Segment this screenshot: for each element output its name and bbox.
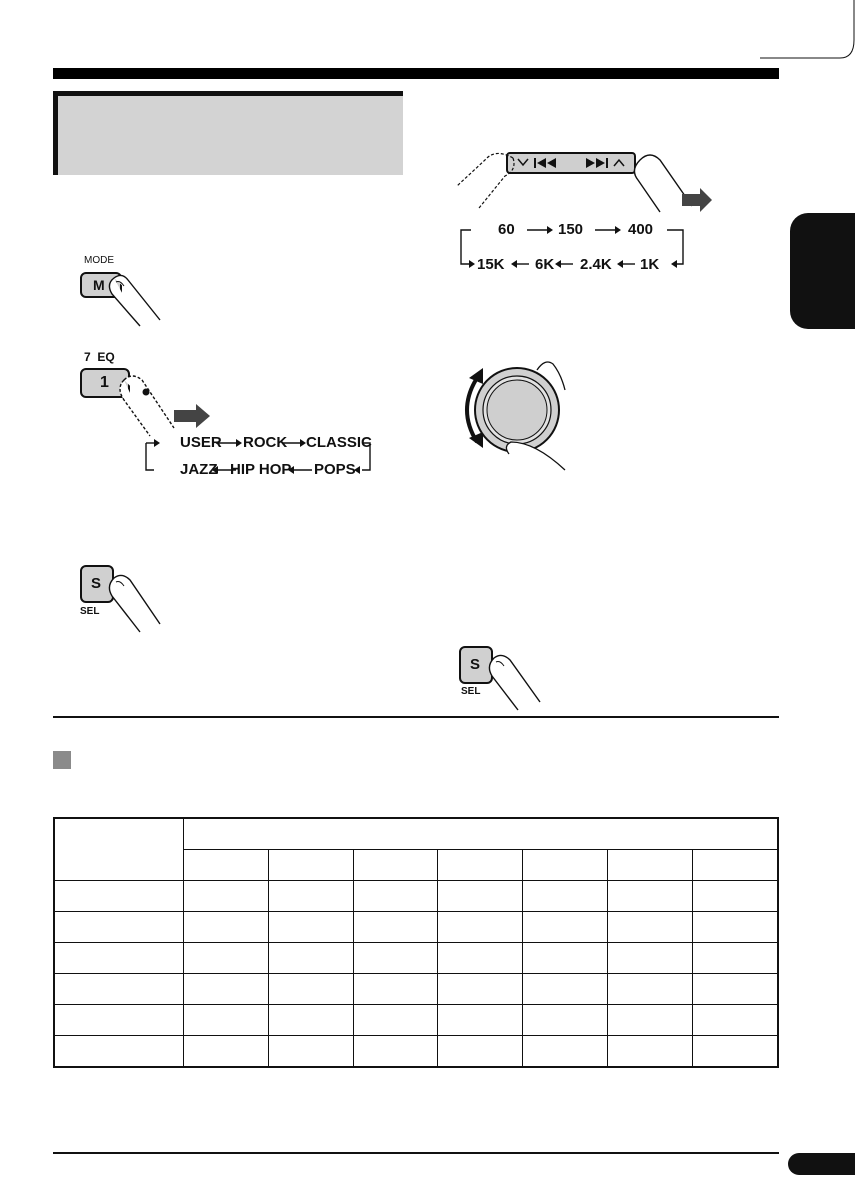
freq-6k: 6K: [535, 256, 555, 273]
finger-press-sel-icon: [104, 572, 168, 636]
eq-values-table: [53, 817, 779, 1068]
freq-60: 60: [498, 221, 515, 238]
table-col-4: [438, 850, 523, 881]
table-col-7: [693, 850, 778, 881]
table-col-3: [353, 850, 438, 881]
table-row: [54, 943, 778, 974]
mode-pops: POPS: [314, 461, 356, 478]
language-side-tab: [790, 213, 855, 329]
mode-hip-hop: HIP HOP: [230, 461, 292, 478]
table-row: [54, 912, 778, 943]
freq-400: 400: [628, 221, 654, 238]
mode-classic: CLASSIC: [306, 434, 372, 451]
sel-button-right-key: S: [470, 656, 481, 673]
mode-jazz: JAZZ: [180, 461, 218, 478]
mode-user: USER: [180, 434, 222, 451]
eq-button-key: 1: [100, 374, 109, 391]
freq-2-4k: 2.4K: [580, 256, 612, 273]
table-col-5: [523, 850, 608, 881]
finger-seek-left-icon: [455, 150, 525, 210]
skip-forward-icon[interactable]: [584, 155, 630, 171]
table-col-6: [608, 850, 693, 881]
mode-button-key: M: [93, 277, 105, 293]
top-rule: [53, 68, 779, 79]
table-col-1: [183, 850, 268, 881]
sel-button-right-label: SEL: [461, 686, 481, 697]
corner-mark: [760, 0, 855, 60]
freq-15k: 15K: [477, 256, 505, 273]
mode-button-label: MODE: [84, 255, 114, 266]
page-number-badge: [788, 1153, 855, 1175]
table-row: [54, 974, 778, 1005]
finger-press-sel-right-icon: [484, 652, 548, 712]
mode-rock: ROCK: [243, 434, 288, 451]
freq-1k: 1K: [640, 256, 660, 273]
table-col-2: [268, 850, 353, 881]
table-row: [54, 881, 778, 912]
finger-press-mode-icon: [100, 270, 170, 330]
freq-150: 150: [558, 221, 584, 238]
eq-button-label: 7 EQ: [84, 350, 115, 364]
table-row: [54, 1005, 778, 1036]
table-corner-cell: [54, 818, 183, 881]
bottom-rule: [53, 1152, 779, 1154]
table-header-row: [54, 818, 778, 850]
section-marker-square: [53, 751, 71, 769]
sel-button-label: SEL: [80, 606, 100, 617]
section-title-box: [53, 91, 403, 175]
section-divider: [53, 716, 779, 718]
sel-button-key: S: [91, 575, 102, 592]
table-band-header: [183, 818, 778, 850]
control-dial-knob[interactable]: [455, 350, 585, 480]
table-row: [54, 1036, 778, 1068]
finger-seek-right-icon: [626, 150, 716, 214]
